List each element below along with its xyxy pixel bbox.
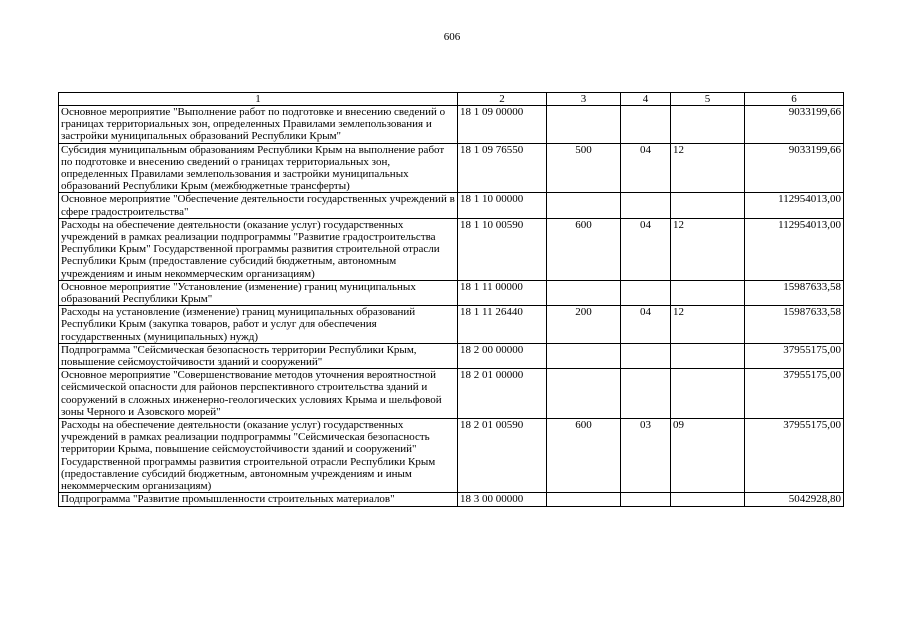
subsection-code-cell: 09: [671, 419, 745, 493]
table-row: [59, 143, 844, 193]
expense-name-cell: Расходы на обеспечение деятельности (оказание услуг) государственных учреждений в рамках реализации подпрограммы "Сейсмическая безопасность территории Крыма, повышение сейсмоустойчивости зданий и сооружений" Государственной программы развития строительной отрасли Республики Крым (предоставление субсидий бюджетным, автономным учреждениям и иным некоммерческим организациям): [59, 419, 458, 493]
amount-cell: 9033199,66: [745, 106, 844, 144]
target-code-cell: 18 1 10 00000: [458, 193, 547, 218]
table-header: [59, 93, 844, 106]
expense-name-cell: Основное мероприятие "Установление (изменение) границ муниципальных образований Республики Крым": [59, 280, 458, 305]
expense-type-cell: [547, 280, 621, 305]
section-code-cell: 04: [621, 218, 671, 280]
expense-type-cell: [547, 343, 621, 368]
subsection-code-cell: [671, 106, 745, 144]
amount-cell: 37955175,00: [745, 419, 844, 493]
section-code-cell: [621, 280, 671, 305]
target-code-cell: 18 1 11 26440: [458, 306, 547, 344]
table-row: [59, 419, 844, 493]
section-code-cell: 03: [621, 419, 671, 493]
table-row: [59, 280, 844, 305]
expense-name-cell: Подпрограмма "Сейсмическая безопасность территории Республики Крым, повышение сейсмоустойчивости зданий и сооружений": [59, 343, 458, 368]
amount-cell: 15987633,58: [745, 280, 844, 305]
amount-cell: 112954013,00: [745, 193, 844, 218]
section-code-cell: [621, 193, 671, 218]
amount-cell: 37955175,00: [745, 343, 844, 368]
target-code-cell: 18 1 10 00590: [458, 218, 547, 280]
amount-cell: 9033199,66: [745, 143, 844, 193]
expense-type-cell: 600: [547, 419, 621, 493]
expense-name-cell: Подпрограмма "Развитие промышленности строительных материалов": [59, 493, 458, 506]
amount-cell: 112954013,00: [745, 218, 844, 280]
subsection-code-cell: [671, 369, 745, 419]
target-code-cell: 18 1 09 00000: [458, 106, 547, 144]
table-row: [59, 493, 844, 506]
expense-type-cell: [547, 369, 621, 419]
section-code-cell: [621, 369, 671, 419]
expense-type-cell: 600: [547, 218, 621, 280]
table-row: [59, 218, 844, 280]
table-row: [59, 343, 844, 368]
target-code-cell: 18 2 01 00000: [458, 369, 547, 419]
header-col-4: 4: [621, 93, 671, 106]
subsection-code-cell: [671, 493, 745, 506]
expense-type-cell: [547, 493, 621, 506]
amount-cell: 37955175,00: [745, 369, 844, 419]
expense-type-cell: 200: [547, 306, 621, 344]
section-code-cell: [621, 493, 671, 506]
expense-name-cell: Расходы на обеспечение деятельности (оказание услуг) государственных учреждений в рамках реализации подпрограммы "Развитие градостроительства Республики Крым" Государственной программы развития строительной отрасли Республики Крым (предоставление субсидий бюджетным, автономным учреждениям и иным некоммерческим организациям): [59, 218, 458, 280]
target-code-cell: 18 3 00 00000: [458, 493, 547, 506]
expense-name-cell: Основное мероприятие "Обеспечение деятельности государственных учреждений в сфере градостроительства": [59, 193, 458, 218]
section-code-cell: [621, 343, 671, 368]
amount-cell: 15987633,58: [745, 306, 844, 344]
expense-name-cell: Основное мероприятие "Совершенствование методов уточнения вероятностной сейсмической опасности для районов перспективного строительства зданий и сооружений в сложных инженерно-геологических условиях Крыма и шельфовой зоны Черного и Азовского морей": [59, 369, 458, 419]
table-body: [59, 106, 844, 507]
expense-type-cell: [547, 106, 621, 144]
target-code-cell: 18 2 00 00000: [458, 343, 547, 368]
header-col-5: 5: [671, 93, 745, 106]
table-row: [59, 306, 844, 344]
header-col-3: 3: [547, 93, 621, 106]
header-col-2: 2: [458, 93, 547, 106]
header-col-6: 6: [745, 93, 844, 106]
expense-name-cell: Основное мероприятие "Выполнение работ по подготовке и внесению сведений о границах территориальных зон, определенных Правилами землепользования и застройки муниципальных образований Республики Крым": [59, 106, 458, 144]
table-row: [59, 106, 844, 144]
target-code-cell: 18 1 11 00000: [458, 280, 547, 305]
subsection-code-cell: [671, 343, 745, 368]
budget-table: [58, 92, 844, 507]
subsection-code-cell: 12: [671, 143, 745, 193]
amount-cell: 5042928,80: [745, 493, 844, 506]
table-row: [59, 193, 844, 218]
target-code-cell: 18 2 01 00590: [458, 419, 547, 493]
subsection-code-cell: [671, 280, 745, 305]
header-row: [59, 93, 844, 106]
subsection-code-cell: 12: [671, 306, 745, 344]
subsection-code-cell: [671, 193, 745, 218]
expense-type-cell: [547, 193, 621, 218]
expense-name-cell: Расходы на установление (изменение) границ муниципальных образований Республики Крым (закупка товаров, работ и услуг для обеспечения государственных (муниципальных) нужд): [59, 306, 458, 344]
header-col-1: 1: [59, 93, 458, 106]
target-code-cell: 18 1 09 76550: [458, 143, 547, 193]
subsection-code-cell: 12: [671, 218, 745, 280]
section-code-cell: [621, 106, 671, 144]
section-code-cell: 04: [621, 143, 671, 193]
table-row: [59, 369, 844, 419]
page-number: 606: [443, 31, 461, 43]
expense-type-cell: 500: [547, 143, 621, 193]
section-code-cell: 04: [621, 306, 671, 344]
expense-name-cell: Субсидия муниципальным образованиям Республики Крым на выполнение работ по подготовке и внесению сведений о границах территориальных зон, определенных Правилами землепользования и застройки муниципальных образований Республики Крым (межбюджетные трансферты): [59, 143, 458, 193]
